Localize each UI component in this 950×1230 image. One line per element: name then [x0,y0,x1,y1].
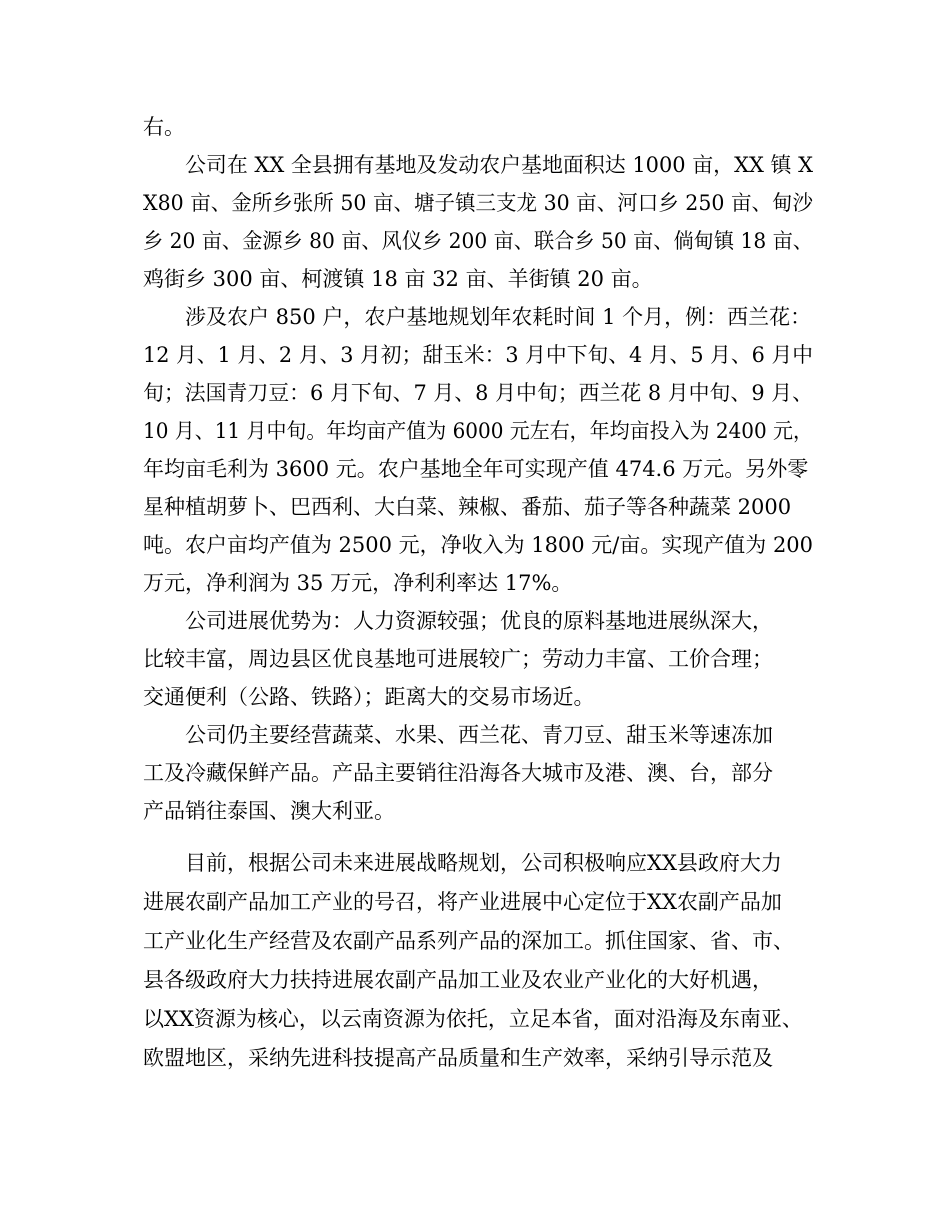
text-line: 10 月、11 月中旬。年均亩产值为 6000 元左右，年均亩投入为 2400 元， [143,419,813,443]
text-line: 乡 20 亩、金源乡 80 亩、风仪乡 200 亩、联合乡 50 亩、倘甸镇 18 亩、 [143,229,813,253]
text-line: 年均亩毛利为 3600 元。农户基地全年可实现产值 474.6 万元。另外零 [143,457,809,481]
text-line: 进展农副产品加工产业的号召，将产业进展中心定位于XX农副产品加 [143,890,782,914]
text-line: 比较丰富，周边县区优良基地可进展较广；劳动力丰富、工价合理； [143,647,773,671]
text-line: 鸡街乡 300 亩、柯渡镇 18 亩 32 亩、羊街镇 20 亩。 [143,267,653,291]
paragraph-start-line: 目前，根据公司未来进展战略规划，公司积极响应XX县政府大力 [185,851,782,875]
paragraph-start-line: 公司在 XX 全县拥有基地及发动农户基地面积达 1000 亩，XX 镇 X [185,153,813,177]
text-line: 旬；法国青刀豆：6 月下旬、7 月、8 月中旬；西兰花 8 月中旬、9 月、 [143,381,813,405]
text-line: 吨。农户亩均产值为 2500 元，净收入为 1800 元/亩。实现产值为 200 [143,533,813,557]
text-line: 交通便利（公路、铁路）；距离大的交易市场近。 [143,685,595,709]
text-line: 工产业化生产经营及农副产品系列产品的深加工。抓住国家、省、市、 [143,929,794,953]
paragraph-start-line: 公司进展优势为：人力资源较强；优良的原料基地进展纵深大， [185,609,773,633]
text-line: 工及冷藏保鲜产品。产品主要销往沿海各大城市及港、澳、台，部分 [143,761,773,785]
text-line: 星种植胡萝卜、巴西利、大白菜、辣椒、番茄、茄子等各种蔬菜 2000 [143,495,792,519]
text-line: 万元，净利润为 35 万元，净利利率达 17%。 [143,571,573,595]
text-line: X80 亩、金所乡张所 50 亩、塘子镇三支龙 30 亩、河口乡 250 亩、甸沙 [143,191,813,215]
paragraph-start-line: 公司仍主要经营蔬菜、水果、西兰花、青刀豆、甜玉米等速冻加 [185,723,773,747]
text-line: 右。 [143,115,185,139]
text-line: 12 月、1 月、2 月、3 月初；甜玉米：3 月中下旬、4 月、5 月、6 月中 [143,343,813,367]
text-line: 欧盟地区，采纳先进科技提高产品质量和生产效率，采纳引导示范及 [143,1046,773,1070]
text-line: 以XX资源为核心，以云南资源为依托，立足本省，面对沿海及东南亚、 [143,1007,803,1031]
text-line: 产品销往泰国、澳大利亚。 [143,799,395,823]
text-line: 县各级政府大力扶持进展农副产品加工业及农业产业化的大好机遇， [143,968,773,992]
document-body [143,108,813,1078]
paragraph-start-line: 涉及农户 850 户，农户基地规划年农耗时间 1 个月，例：西兰花： [185,305,812,329]
